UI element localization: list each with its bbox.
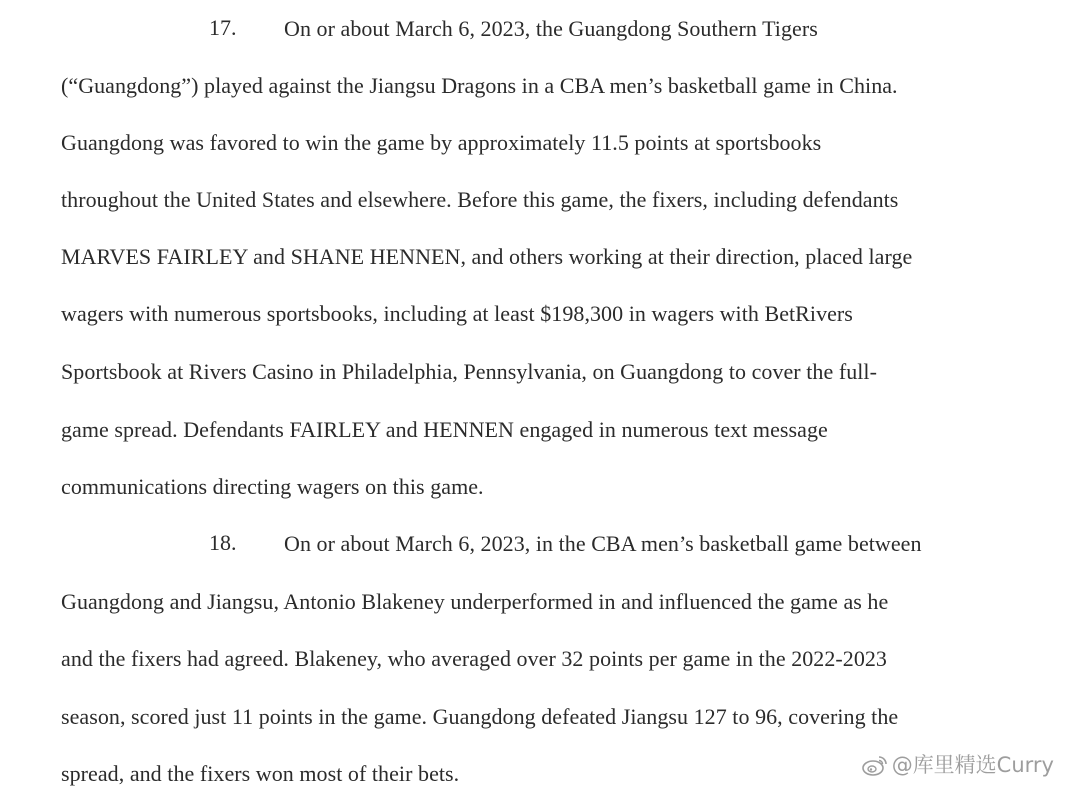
watermark (862, 752, 1054, 778)
paragraph-line: spread, and the fixers won most of their bets. (61, 761, 460, 786)
paragraph-line: On or about March 6, 2023, in the CBA men’s basketball game between (284, 531, 922, 556)
paragraph-line: Guangdong and Jiangsu, Antonio Blakeney underperformed in and influenced the game as he (61, 589, 889, 614)
paragraph-line: game spread. Defendants FAIRLEY and HENNEN engaged in numerous text message (61, 417, 828, 442)
paragraph-number: 18. (209, 530, 237, 555)
paragraph-line: (“Guangdong”) played against the Jiangsu Dragons in a CBA men’s basketball game in China. (61, 73, 898, 98)
weibo-logo-icon (862, 754, 888, 776)
paragraph-line: season, scored just 11 points in the game. Guangdong defeated Jiangsu 127 to 96, covering the (61, 704, 899, 729)
paragraph-number: 17. (209, 15, 237, 40)
watermark-text: @库里精选Curry (891, 753, 1054, 777)
paragraph-line: communications directing wagers on this game. (61, 474, 484, 499)
paragraph-line: wagers with numerous sportsbooks, including at least $198,300 in wagers with BetRivers (61, 301, 853, 326)
paragraph-line: and the fixers had agreed. Blakeney, who averaged over 32 points per game in the 2022-2023 (61, 646, 887, 671)
paragraph-line: throughout the United States and elsewhere. Before this game, the fixers, including defendants (61, 187, 899, 212)
paragraph-line: On or about March 6, 2023, the Guangdong Southern Tigers (284, 16, 818, 41)
paragraph-line: Sportsbook at Rivers Casino in Philadelphia, Pennsylvania, on Guangdong to cover the full- (61, 359, 877, 384)
paragraph-line: MARVES FAIRLEY and SHANE HENNEN, and others working at their direction, placed large (61, 244, 913, 269)
paragraph-line: Guangdong was favored to win the game by approximately 11.5 points at sportsbooks (61, 130, 822, 155)
